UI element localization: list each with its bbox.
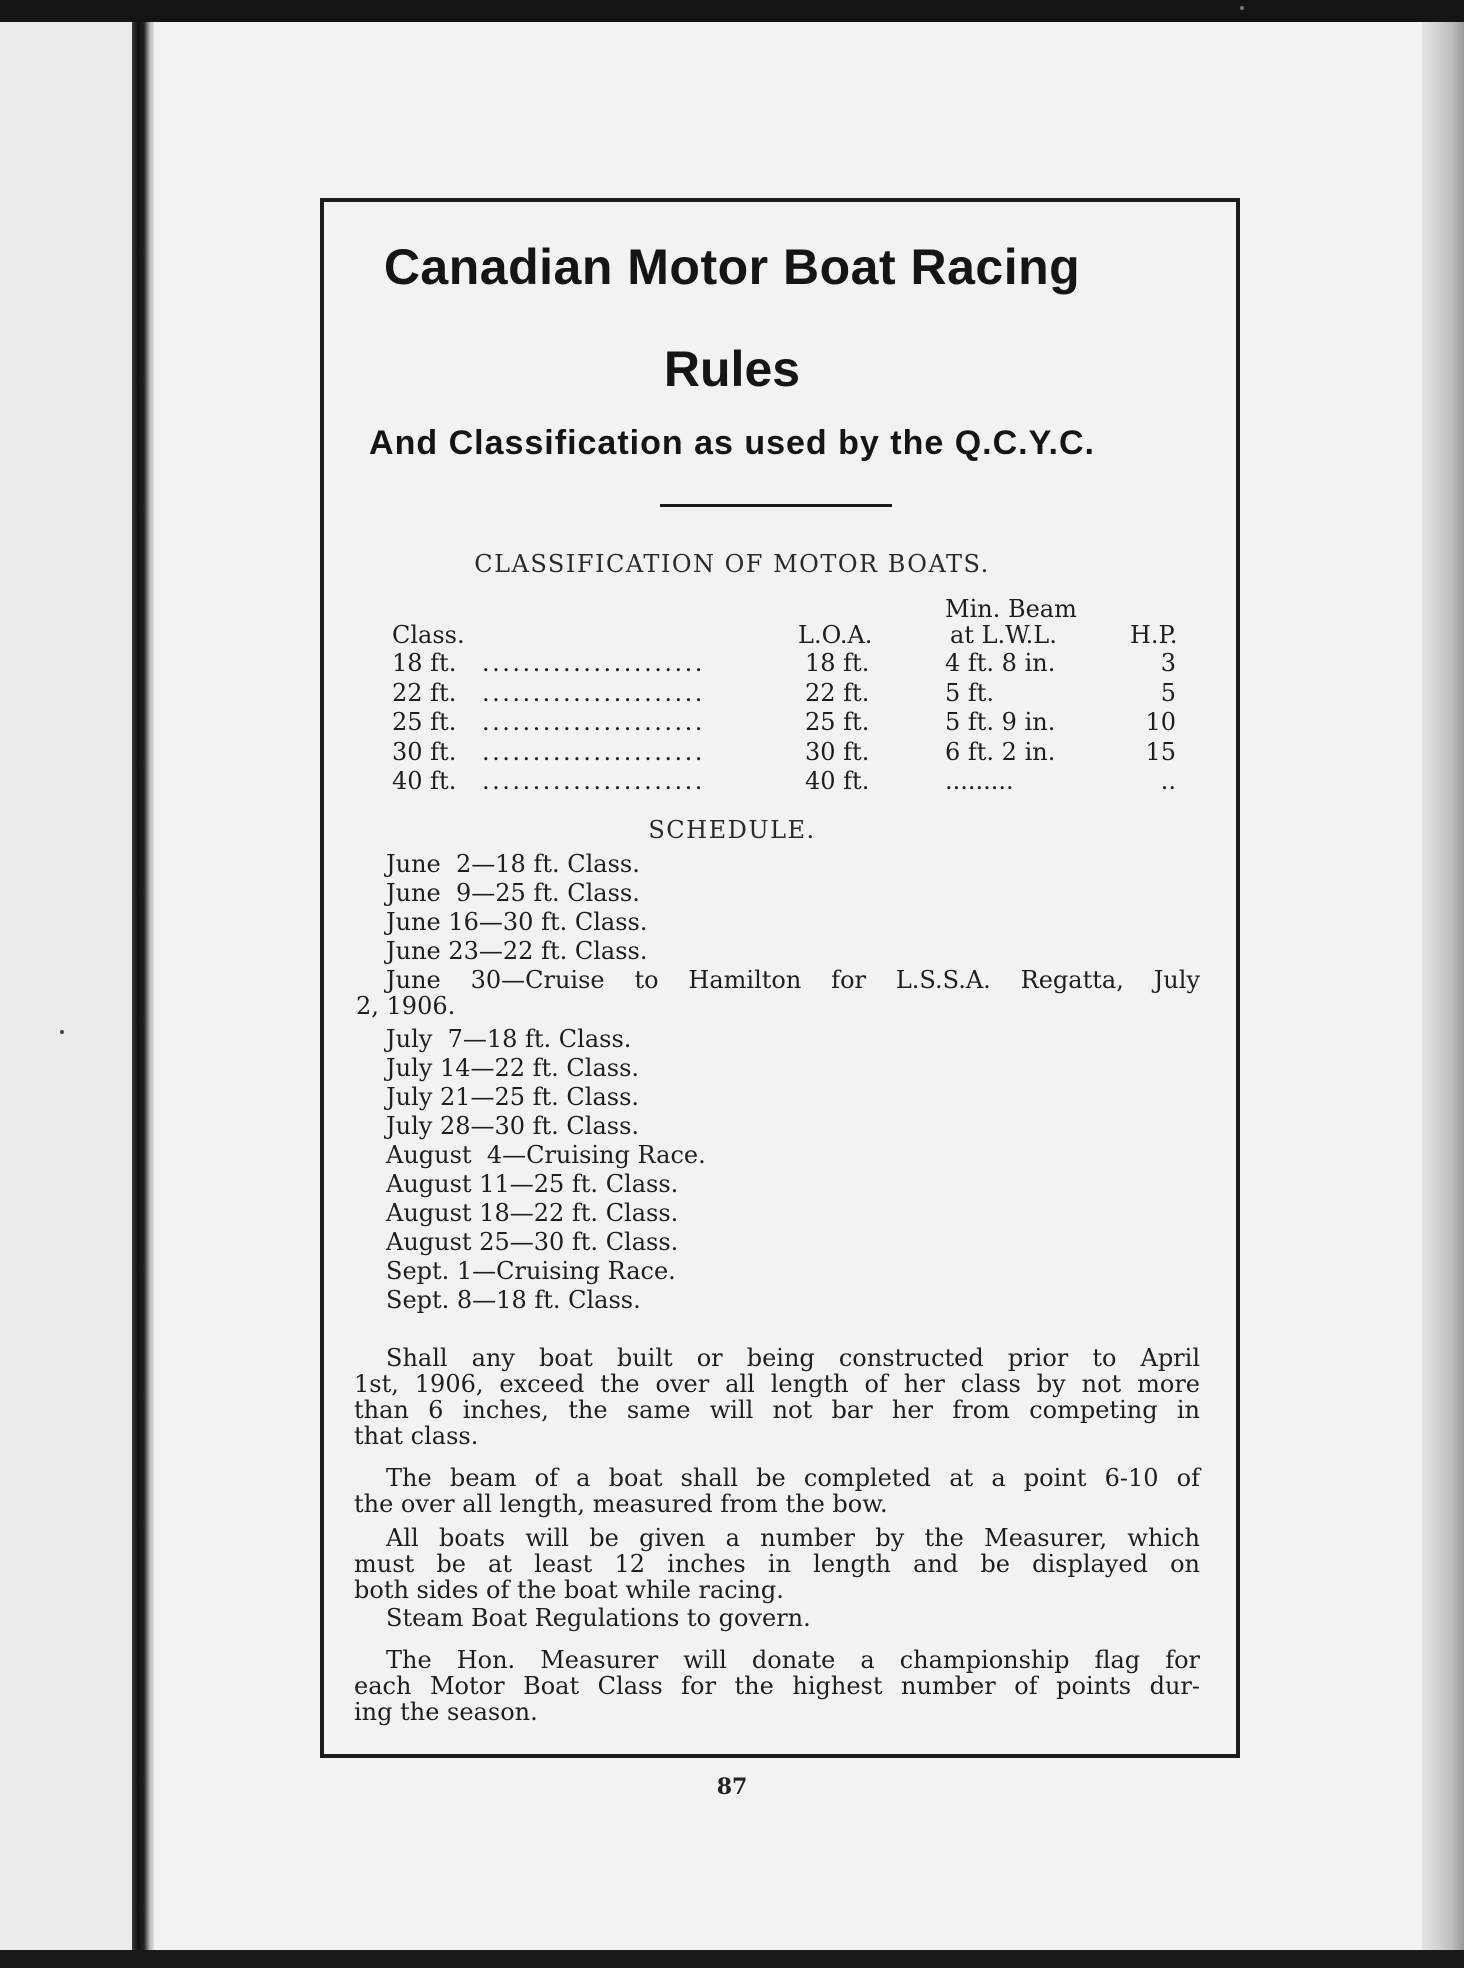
- classification-heading: CLASSIFICATION OF MOTOR BOATS.: [474, 550, 990, 578]
- left-page-leaf: [0, 22, 132, 1950]
- schedule-entry: June 9—25 ft. Class.: [386, 879, 640, 907]
- loa-cell: 18 ft.: [805, 649, 870, 677]
- schedule-entry: July 14—22 ft. Class.: [386, 1054, 640, 1082]
- rules-line: each Motor Boat Class for the highest number of points dur-: [354, 1672, 1200, 1700]
- page-title-line2: Rules: [663, 341, 801, 397]
- schedule-entry: June 16—30 ft. Class.: [386, 908, 648, 936]
- col-header-hp: H.P.: [1130, 621, 1178, 649]
- schedule-entry: August 4—Cruising Race.: [386, 1141, 706, 1169]
- loa-cell: 25 ft.: [805, 708, 870, 736]
- dot-leader: ......................: [482, 737, 705, 766]
- beam-cell: .........: [945, 767, 1014, 795]
- schedule-entry: July 7—18 ft. Class.: [386, 1025, 632, 1053]
- scan-speck: [1240, 6, 1244, 10]
- rules-line: both sides of the boat while racing.: [354, 1576, 784, 1604]
- schedule-entry: August 18—22 ft. Class.: [386, 1199, 679, 1227]
- schedule-entry: Sept. 8—18 ft. Class.: [386, 1286, 641, 1314]
- beam-cell: 4 ft. 8 in.: [945, 649, 1056, 677]
- loa-cell: 22 ft.: [805, 678, 870, 707]
- class-cell: 25 ft.: [392, 708, 457, 736]
- class-cell: 18 ft.: [392, 649, 457, 677]
- page-subtitle: And Classification as used by the Q.C.Y.C.: [369, 424, 1095, 462]
- col-header-beam-1: Min. Beam: [945, 595, 1077, 623]
- rules-line: must be at least 12 inches in length and be displayed on: [354, 1550, 1200, 1578]
- loa-cell: 40 ft.: [805, 767, 870, 795]
- dot-leader: ......................: [482, 649, 705, 677]
- beam-cell: 5 ft. 9 in.: [945, 708, 1056, 736]
- schedule-entry: July 21—25 ft. Class.: [386, 1083, 640, 1111]
- beam-cell: 5 ft.: [945, 678, 995, 707]
- schedule-entry: June 2—18 ft. Class.: [386, 850, 640, 878]
- rules-line: than 6 inches, the same will not bar her from competing in: [354, 1396, 1200, 1424]
- book-spine: [132, 22, 154, 1950]
- rules-line: Shall any boat built or being constructed prior to April: [386, 1344, 1200, 1372]
- schedule-entry: June 30—Cruise to Hamilton for L.S.S.A. Regatta, July: [386, 966, 1200, 994]
- scan-speck: [60, 1030, 64, 1034]
- class-cell: 30 ft.: [392, 737, 457, 766]
- col-header-beam-2: at L.W.L.: [950, 621, 1057, 649]
- rules-line: All boats will be given a number by the Measurer, which: [386, 1524, 1200, 1552]
- rules-line: ing the season.: [354, 1698, 538, 1726]
- col-header-class: Class.: [392, 621, 465, 649]
- hp-cell: ..: [1160, 767, 1176, 795]
- beam-cell: 6 ft. 2 in.: [945, 737, 1056, 766]
- schedule-entry: June 23—22 ft. Class.: [386, 937, 648, 965]
- dot-leader: ......................: [482, 678, 705, 707]
- hp-cell: 3: [1160, 649, 1176, 677]
- title-divider: [660, 504, 892, 507]
- schedule-entry: Sept. 1—Cruising Race.: [386, 1257, 676, 1285]
- schedule-entry: 2, 1906.: [356, 992, 456, 1020]
- schedule-entry: August 11—25 ft. Class.: [386, 1170, 679, 1198]
- hp-cell: 10: [1145, 708, 1176, 736]
- dot-leader: ......................: [482, 767, 705, 795]
- scan-top-edge: [0, 0, 1464, 22]
- rules-line: The Hon. Measurer will donate a championship flag for: [386, 1646, 1200, 1674]
- page-title: Canadian Motor Boat Racing: [383, 239, 1081, 295]
- schedule-entry: July 28—30 ft. Class.: [386, 1112, 640, 1140]
- page-number: 87: [716, 1774, 748, 1800]
- rules-line: 1st, 1906, exceed the over all length of her class by not more: [354, 1370, 1200, 1398]
- rules-line: the over all length, measured from the bow.: [354, 1490, 888, 1518]
- rules-line: Steam Boat Regulations to govern.: [386, 1604, 811, 1632]
- hp-cell: 5: [1160, 678, 1176, 707]
- page-right-edge: [1422, 22, 1464, 1950]
- schedule-heading: SCHEDULE.: [648, 816, 816, 844]
- class-cell: 22 ft.: [392, 678, 457, 707]
- col-header-loa: L.O.A.: [798, 621, 873, 649]
- rules-line: The beam of a boat shall be completed at a point 6-10 of: [386, 1464, 1200, 1492]
- dot-leader: ......................: [482, 708, 705, 736]
- class-cell: 40 ft.: [392, 767, 457, 795]
- schedule-entry: August 25—30 ft. Class.: [386, 1228, 679, 1256]
- scan-bottom-edge: [0, 1950, 1464, 1968]
- hp-cell: 15: [1145, 737, 1176, 766]
- rules-line: that class.: [354, 1422, 479, 1450]
- loa-cell: 30 ft.: [805, 737, 870, 766]
